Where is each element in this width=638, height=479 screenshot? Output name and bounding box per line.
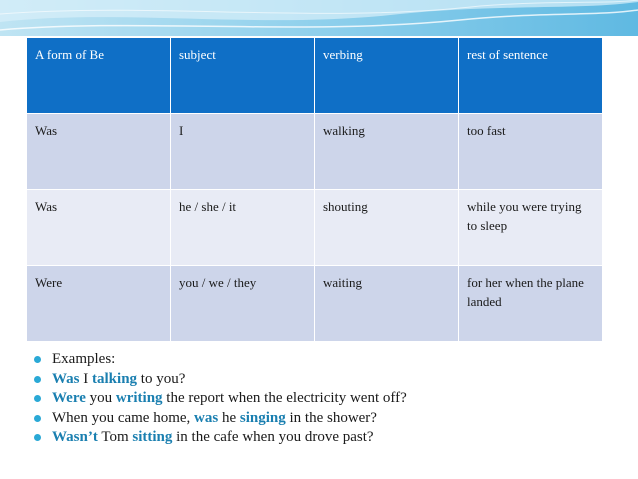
cell-form: Was — [27, 114, 171, 190]
table-row — [27, 266, 603, 342]
highlighted-word: Wasn’t — [52, 429, 98, 445]
cell-subject: I — [171, 114, 315, 190]
example-text: to you? — [137, 370, 186, 387]
example-text: Tom — [97, 429, 133, 445]
example-text: Examples: — [52, 351, 116, 367]
list-item — [34, 389, 407, 409]
cell-rest: for her when the plane landed — [459, 266, 603, 342]
highlighted-word: singing — [239, 409, 286, 426]
example-text: I — [79, 370, 93, 387]
cell-verbing: walking — [315, 114, 459, 190]
example-text: you — [85, 390, 116, 406]
list-item — [34, 370, 407, 390]
highlighted-word: writing — [115, 390, 163, 406]
be-verbing-table — [26, 37, 603, 342]
wave-decoration — [0, 0, 638, 40]
header-form-of-be: A form of Be — [27, 38, 171, 114]
bullet-icon — [34, 395, 41, 402]
header-subject: subject — [171, 38, 315, 114]
example-text: he — [218, 409, 240, 426]
table-row — [27, 190, 603, 266]
highlighted-word: sitting — [132, 429, 173, 445]
bullet-icon — [34, 415, 41, 422]
cell-rest: while you were trying to sleep — [459, 190, 603, 266]
list-item — [34, 428, 407, 448]
examples-list — [34, 350, 407, 448]
highlighted-word: Were — [52, 390, 86, 406]
example-text: in the cafe when you drove past? — [172, 429, 374, 445]
highlighted-word: was — [194, 409, 219, 426]
table-row — [27, 114, 603, 190]
cell-rest: too fast — [459, 114, 603, 190]
slide-header-band — [0, 0, 638, 40]
bullet-icon — [34, 434, 41, 441]
cell-subject: he / she / it — [171, 190, 315, 266]
cell-form: Was — [27, 190, 171, 266]
cell-verbing: waiting — [315, 266, 459, 342]
cell-verbing: shouting — [315, 190, 459, 266]
highlighted-word: Was — [52, 370, 80, 387]
bullet-icon — [34, 356, 41, 363]
example-text: in the shower? — [285, 409, 377, 426]
highlighted-word: talking — [92, 370, 138, 387]
example-text: When you came home, — [52, 409, 195, 426]
header-verbing: verbing — [315, 38, 459, 114]
cell-form: Were — [27, 266, 171, 342]
header-rest-of-sentence: rest of sentence — [459, 38, 603, 114]
cell-subject: you / we / they — [171, 266, 315, 342]
table-header-row — [27, 38, 603, 114]
example-text: the report when the electricity went off? — [162, 390, 407, 406]
list-item — [34, 409, 407, 429]
list-item — [34, 350, 407, 370]
bullet-icon — [34, 376, 41, 383]
